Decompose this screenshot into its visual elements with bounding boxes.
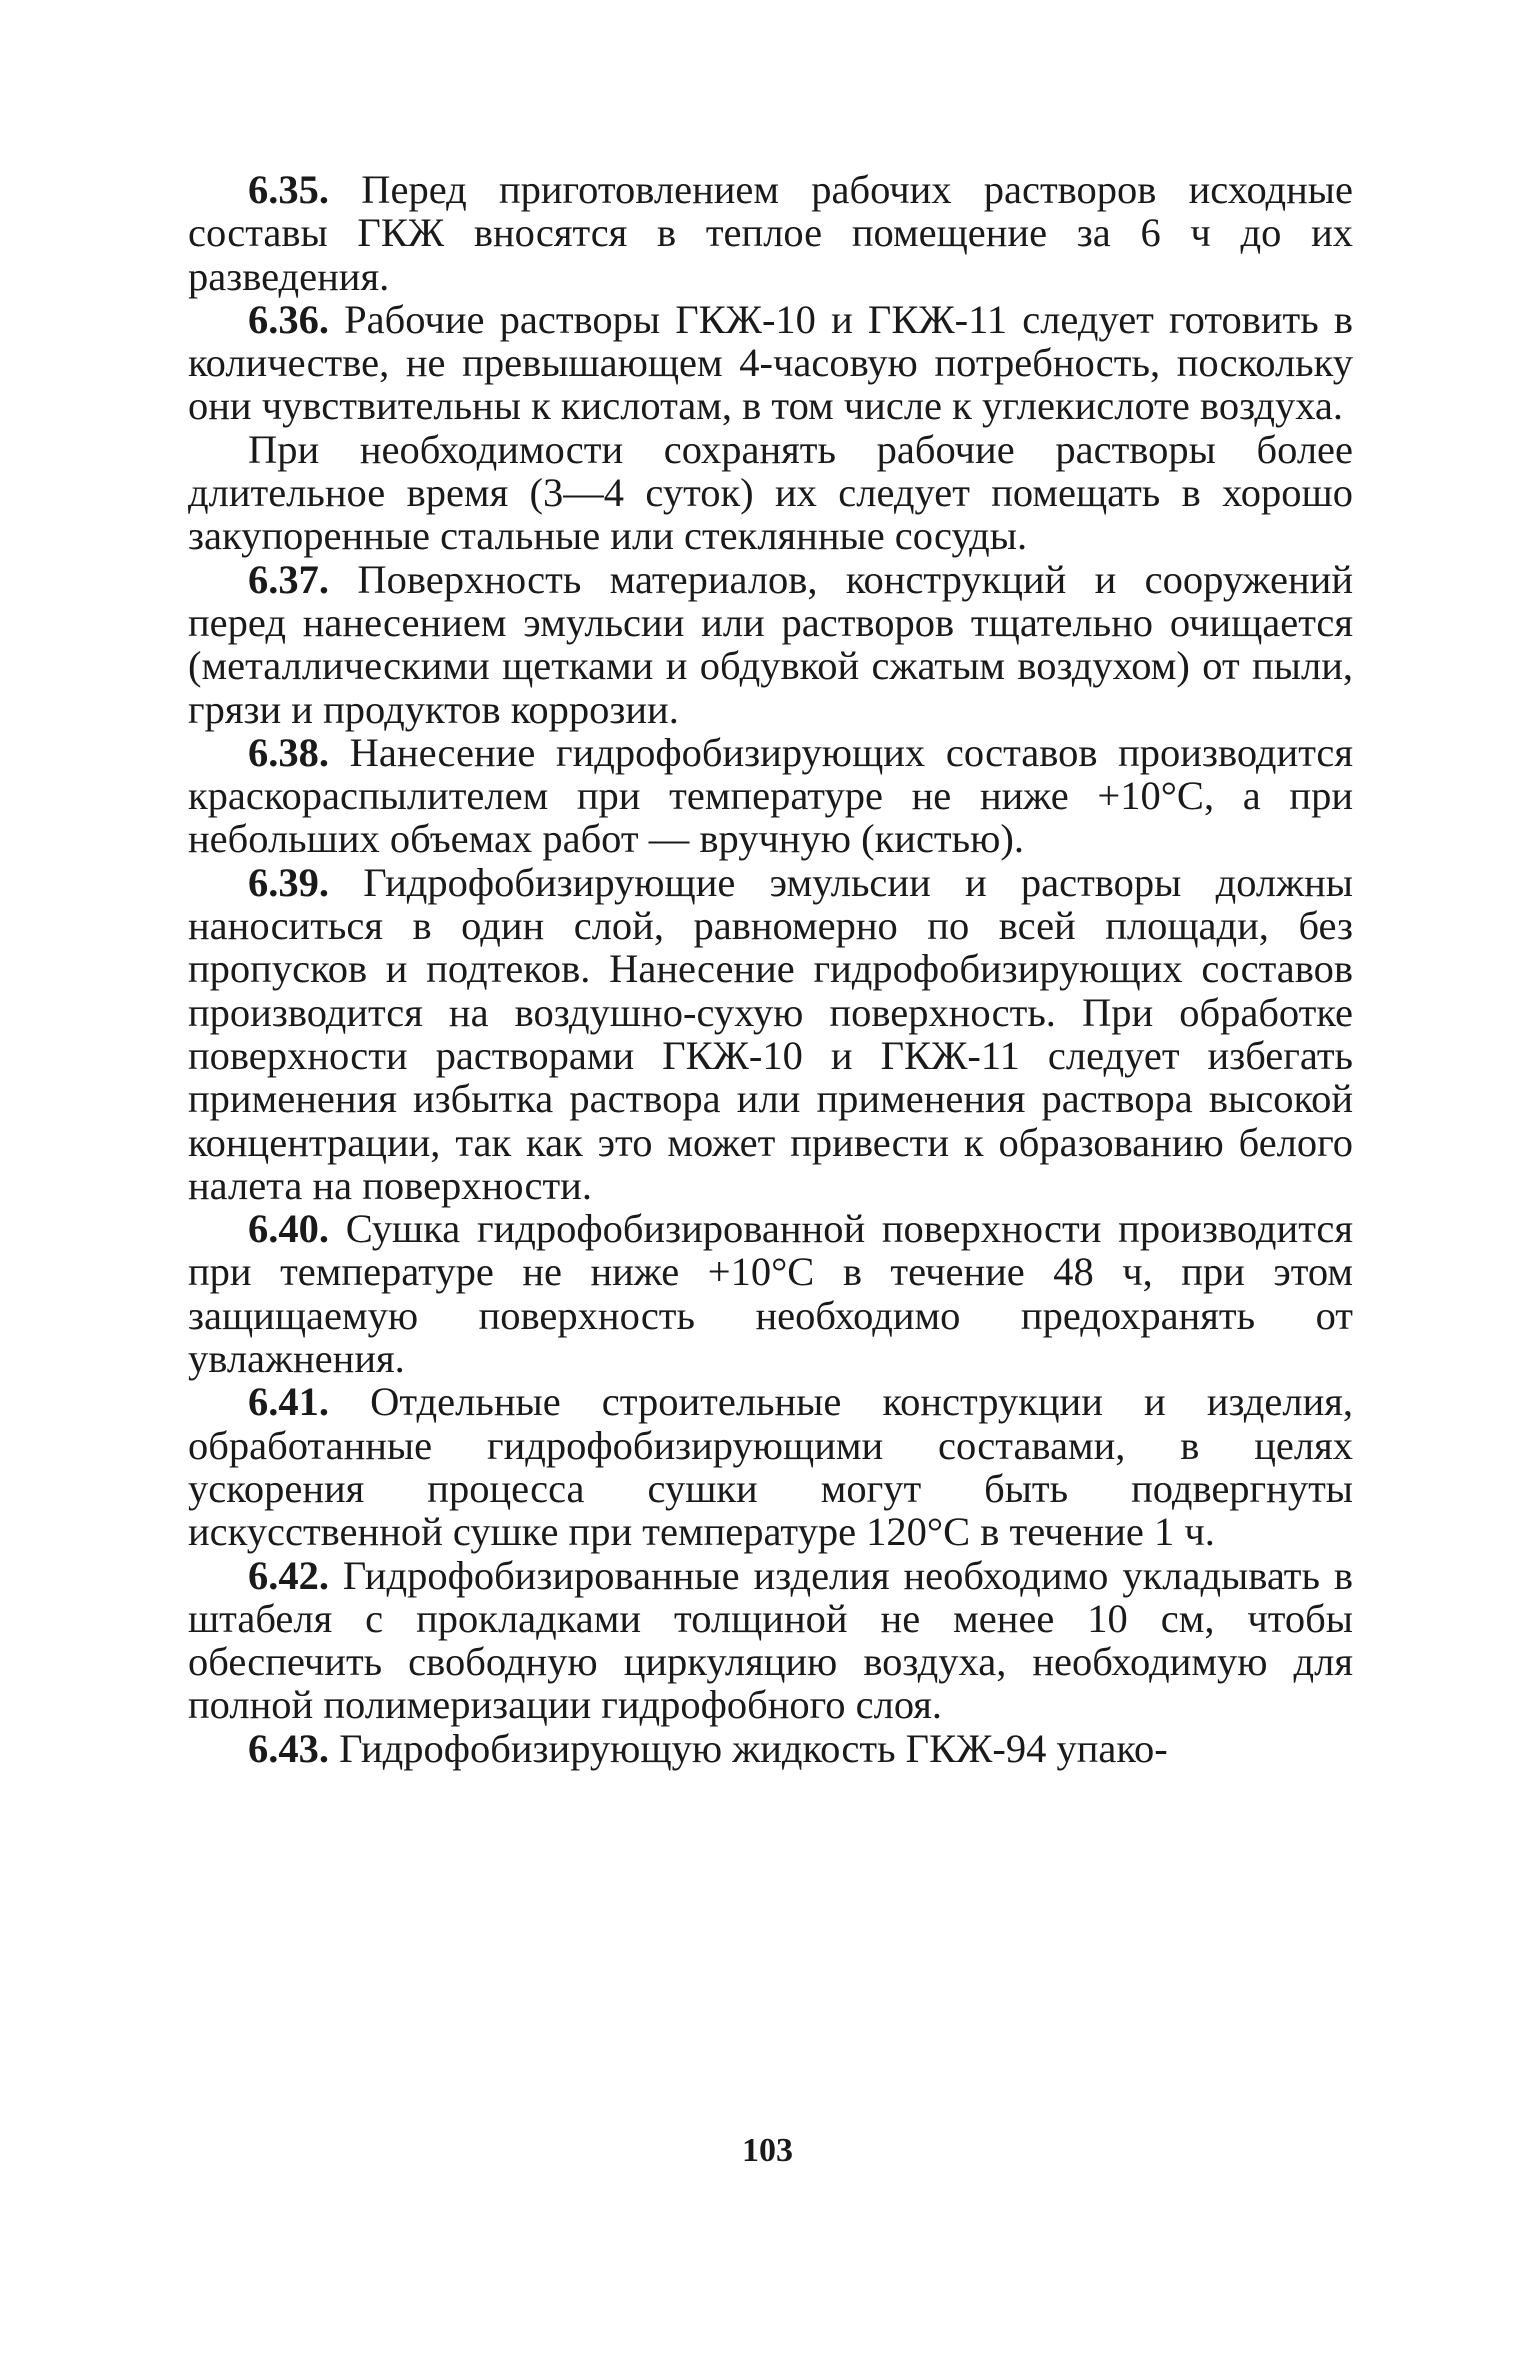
paragraph-6-36 [188,298,1353,428]
paragraph-text: Гидрофобизирующие эмульсии и растворы должны наноситься в один слой, равномерно по всей площади, без пропусков и подтеков. Нанесение гидрофобизирующих составов производится на воздушно-сухую поверхность. При обработке поверхности растворами ГКЖ-10 и ГКЖ-11 следует избегать применения избытка раствора или применения раствора высокой концентрации, так как это может привести к образованию белого налета на поверхности. [188,859,1353,1208]
paragraph-6-40 [188,1207,1353,1380]
section-number: 6.41. [248,1379,329,1425]
paragraph-6-39 [188,861,1353,1207]
section-number: 6.36. [248,296,329,342]
paragraph-text: Гидрофобизированные изделия необходимо укладывать в штабеля с прокладками толщиной не менее 10 см, чтобы обеспечить свободную циркуляцию воздуха, необходимую для полной полимеризации гидрофобного слоя. [188,1552,1353,1728]
section-number: 6.37. [248,556,329,602]
paragraph-6-42 [188,1554,1353,1727]
paragraph-text: Отдельные строительные конструкции и изделия, обработанные гидрофобизирующими составами, в целях ускорения процесса сушки могут быть подвергнуты искусственной сушке при температуре 120°С в течение 1 ч. [188,1379,1353,1555]
paragraph-text: При необходимости сохранять рабочие растворы более длительное время (3—4 суток) их следует помещать в хорошо закупоренные стальные или стеклянные сосуды. [188,426,1353,559]
paragraph-text: Рабочие растворы ГКЖ-10 и ГКЖ-11 следует готовить в количестве, не превышающем 4-часовую потребность, поскольку они чувствительны к кислотам, в том числе к углекислоте воздуха. [188,296,1353,429]
section-number: 6.35. [248,167,329,212]
page-body [188,168,1353,1770]
paragraph-6-35 [188,168,1353,298]
paragraph-6-37 [188,558,1353,731]
page-number: 103 [742,2132,793,2169]
paragraph-6-43 [188,1727,1353,1770]
paragraph-text: Сушка гидрофобизированной поверхности производится при температуре не ниже +10°С в течение 48 ч, при этом защищаемую поверхность необходимо предохранять от увлажнения. [188,1206,1353,1382]
section-number: 6.38. [248,729,329,775]
section-number: 6.43. [248,1725,329,1771]
section-number: 6.40. [248,1206,329,1252]
paragraph-text: Нанесение гидрофобизирующих составов производится краскораспылителем при температуре не ниже +10°С, а при небольших объемах работ — вручную (кистью). [188,729,1353,862]
paragraph-text: Перед приготовлением рабочих растворов исходные составы ГКЖ вносятся в теплое помещение за 6 ч до их разведения. [188,167,1353,299]
paragraph-6-36-continued [188,428,1353,558]
section-number: 6.39. [248,859,329,905]
paragraph-text: Гидрофобизирующую жидкость ГКЖ-94 упако- [329,1725,1168,1771]
paragraph-6-41 [188,1380,1353,1553]
section-number: 6.42. [248,1552,329,1598]
paragraph-text: Поверхность материалов, конструкций и сооружений перед нанесением эмульсии или растворов тщательно очищается (металлическими щетками и обдувкой сжатым воздухом) от пыли, грязи и продуктов коррозии. [188,556,1353,732]
paragraph-6-38 [188,731,1353,861]
